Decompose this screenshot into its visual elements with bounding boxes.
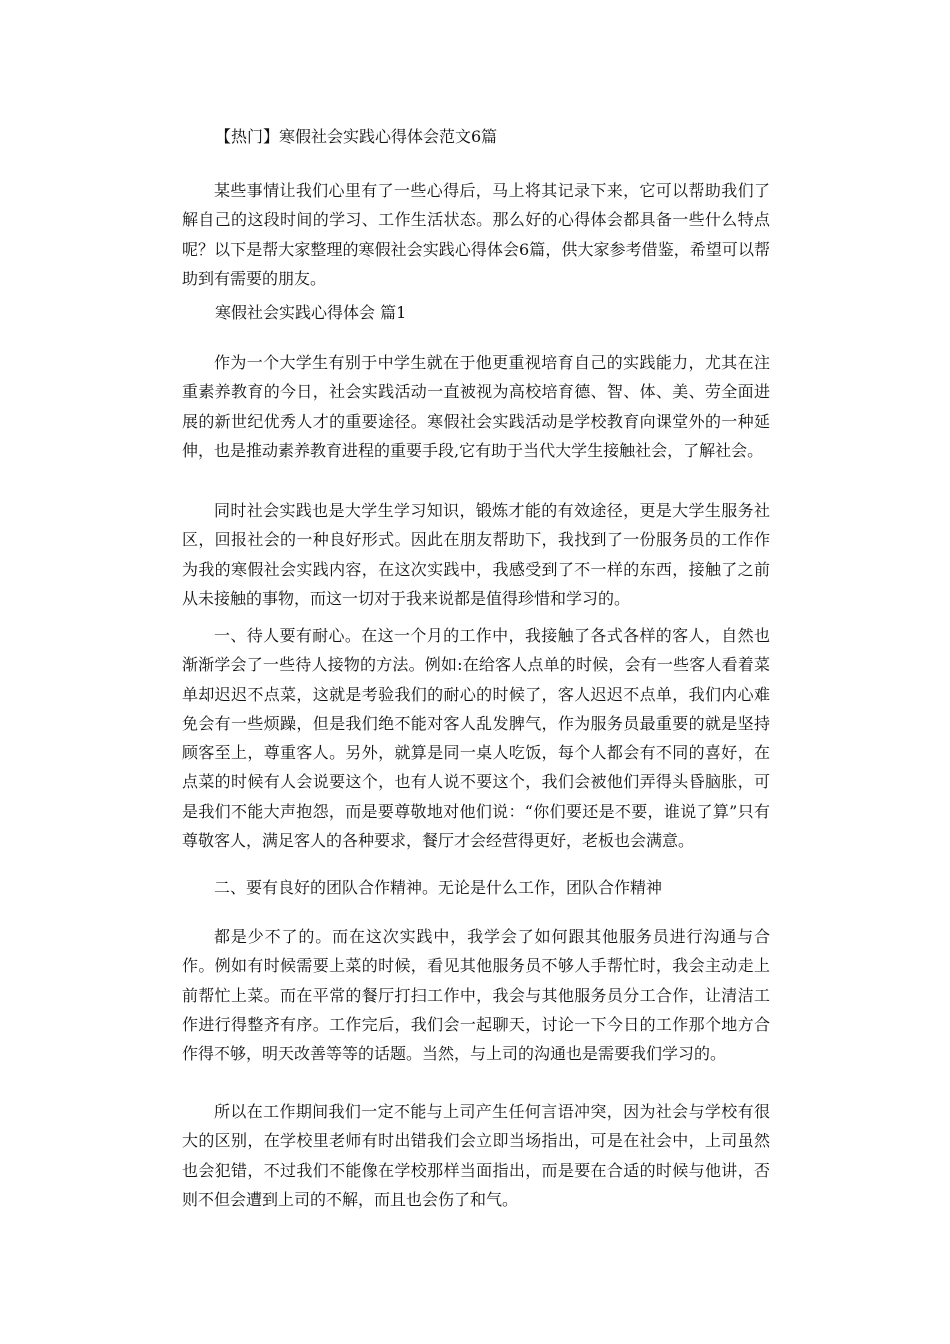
- body-paragraph: 都是少不了的。而在这次实践中，我学会了如何跟其他服务员进行沟通与合作。例如有时候需要上菜的时候，看见其他服务员不够人手帮忙时，我会主动走上前帮忙上菜。而在平常的餐厅打扫工作中，我会与其他服务员分工合作，让清洁工作进行得整齐有序。工作完后，我们会一起聊天，讨论一下今日的工作那个地方合作得不够，明天改善等等的话题。当然，与上司的沟通也是需要我们学习的。: [182, 927, 770, 1064]
- body-paragraph: 一、待人要有耐心。在这一个月的工作中，我接触了各式各样的客人，自然也渐渐学会了一些待人接物的方法。例如:在给客人点单的时候，会有一些客人看着菜单却迟迟不点菜，这就是考验我们的耐心的时候了，客人迟迟不点单，我们内心难免会有一些烦躁，但是我们绝不能对客人乱发脾气，作为服务员最重要的就是坚持顾客至上，尊重客人。另外，就算是同一桌人吃饭，每个人都会有不同的喜好，在点菜的时候有人会说要这个，也有人说不要这个，我们会被他们弄得头昏脑胀，可是我们不能大声抱怨，而是要尊敬地对他们说：“你们要还是不要，谁说了算”只有尊敬客人，满足客人的各种要求，餐厅才会经营得更好，老板也会满意。: [182, 626, 770, 851]
- intro-paragraph: 某些事情让我们心里有了一些心得后，马上将其记录下来，它可以帮助我们了解自己的这段时间的学习、工作生活状态。那么好的心得体会都具备一些什么特点呢？以下是帮大家整理的寒假社会实践心得体会6篇，供大家参考借鉴，希望可以帮助到有需要的朋友。: [182, 181, 770, 288]
- body-paragraph: 二、要有良好的团队合作精神。无论是什么工作，团队合作精神: [214, 878, 663, 897]
- body-paragraph: 同时社会实践也是大学生学习知识，锻炼才能的有效途径，更是大学生服务社区，回报社会的一种良好形式。因此在朋友帮助下，我找到了一份服务员的工作作为我的寒假社会实践内容，在这次实践中，我感受到了不一样的东西，接触了之前从未接触的事物，而这一切对于我来说都是值得珍惜和学习的。: [182, 501, 770, 608]
- body-paragraph: 作为一个大学生有别于中学生就在于他更重视培育自己的实践能力，尤其在注重素养教育的今日，社会实践活动一直被视为高校培育德、智、体、美、劳全面进展的新世纪优秀人才的重要途径。寒假社会实践活动是学校教育向课堂外的一种延伸，也是推动素养教育进程的重要手段,它有助于当代大学生接触社会，了解社会。: [182, 353, 770, 460]
- body-paragraph: 所以在工作期间我们一定不能与上司产生任何言语冲突，因为社会与学校有很大的区别，在学校里老师有时出错我们会立即当场指出，可是在社会中，上司虽然也会犯错，不过我们不能像在学校那样当面指出，而是要在合适的时候与他讲，否则不但会遭到上司的不解，而且也会伤了和气。: [182, 1102, 770, 1209]
- section-heading: 寒假社会实践心得体会 篇1: [215, 303, 407, 322]
- document-title: 【热门】寒假社会实践心得体会范文6篇: [215, 127, 498, 146]
